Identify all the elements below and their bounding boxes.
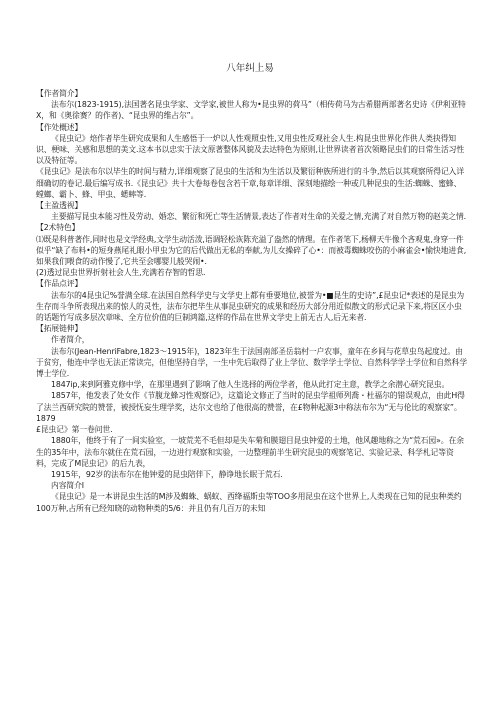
paragraph: 法布尔(1823-1915),法国著名昆虫学家、文学家,被世人称为•昆虫界的荷马”（相传荷马为古希腊两部著名史诗《伊利亚特X，和《奥徐赛？的作者)、“昆虫界的维占尔”。 (36, 100, 466, 121)
paragraph: 1857年，他发表了处女作《节腹龙蜂习性观察记》，这篇论文修正了当时的昆虫学祖师列喬・杜福尔的错误观点，由此H得了法兰西研究院的赞誉，被授怃妄生理学奖，达尔文也给了他很高的赞誉，在£物种起源3中称法布尔为“无与伦比的观察家”。1879 (36, 391, 465, 423)
paragraph: 1915年，92岁的法布尔在他钟爱的昆虫陪伴下，静诤地长眠于荒石. (51, 469, 283, 479)
paragraph: 1847ip,来到阿雅克修中学，在那里遇到了影响了他人生选择的两位学者，他从此打定主意，教学之余潜心研究昆虫。 (51, 380, 450, 390)
paragraph: 主要描写昆虫本能习性及劳动、婚恋、繁衍和死亡等生活情景,表达了作者对生命的关爱之情,充满了对自然万物的赵美之情. (51, 212, 467, 222)
paragraph: 法布尔的4昆虫记%誉满全球.在法国自然科学史与文学史上都有垂要地位,被誉为•■昆生的史诗”,£昆虫记*表述的是昆虫为生存而斗争所表现出来的惊人的灵性，法布尔把毕生从事昆虫研究的成果和经历大部分用近似散文的形式记录下来,将区区小虫的话题竹写成多层次章味、全方位价值的巨制鸿篇,这样的作品在世界文学史上前无古人,后无来者. (36, 290, 465, 323)
paragraph: 《昆虫记》焙作者毕生研究成果和人生感悟于一炉以人性观照虫性,又用虫性反观社会人生.构昆虫世界化作供人类抉得知识、梗味、关感和思想的美文.这本书以忠实于法文原著整体风貌及去达特色为原则,让世界读者首次领略昆虫们的日常生活习性以及特征等。 (36, 133, 465, 166)
section-heading-theme: 【主盈透视】 (36, 201, 83, 211)
page-title: 八年纠上易 (226, 63, 274, 74)
paragraph: 作者简介， (51, 335, 90, 345)
section-heading-author-intro: 【作者简介】 (36, 89, 83, 98)
paragraph: £昆虫记》第一卷问世. (36, 425, 113, 435)
paragraph: 法布尔(Jean-HenriFabre,1823～1915年)，1823年生于法国南部圣岳翁村一户农事，童年在乡间与花草虫鸟起度过。由于贫穷，他连中学也无法正常读完，但他坚持自学，一生中先后取得了业上学位、数学学士学位、自然科学学士学位和自然科学博士学位. (36, 346, 468, 379)
section-heading-extension: 【拓展链伸】 (36, 324, 83, 334)
paragraph: 内容简介I (51, 481, 84, 491)
section-heading-overview: 【作处概述】 (36, 122, 83, 132)
section-heading-features: 【2术特色】 (36, 223, 80, 233)
paragraph: 《昆虫记》是法布尔以毕生的时间与精力,详细观察了昆虫的生活和为生活以及繁衍种族所进行的斗争,然后以其观察所得记入详细确切的卷记.最后编写成书.《昆虫记》共十大卷每卷包含若干章,每章详细、深刻地描绘一种或几种昆虫的生活:蜘蛛、蜜蜂、螳螂、霸⼘、蜂、甲虫、蟋蟀等. (36, 167, 465, 199)
paragraph: 《昆虫记》是一本讲昆虫生活的M涉及蜘蛛、蜗蚁、西绛福斯虫等TOO多用昆虫在这个世界上,人类现在已知的昆虫种类约100万种,占所有已经知晓的动物种类的5/6：并且仍有几百万的未知 (36, 492, 462, 513)
paragraph: 1880年，他终于有了一间实验室，一坡荒芜不毛但却是失车菊和膜翅目昆虫钟爱的土地，他风趣地称之为“荒石园»。在余生的35年中，法布尔就住在荒石园，一边进行观察和实验，一边整理前半生研究昆虫的观察笔记、实验记录、科学札记等资料，完成了M昆虫记》的后九表， (36, 436, 464, 468)
document-body (36, 88, 468, 514)
paragraph: ⑴既是科普著作,同时也是文学经典,文学生动活泼,语调轻松诙陈充溢了盎然的情理。在作者笔下,杨柳天牛像个吝观鬼,身穿一件似乎“缺了布料•的短身燕尾礼眼小甲虫为它的后代做出无私的奉献,为儿女操碎了心•：而被毒蜘蛛咬伤的小麻雀会•愉快地进食,如果我们喂食的动作慢了,它共至会哪婴儿般哭闹•. (36, 234, 467, 267)
paragraph: (2)透过昆虫世界折射社会人生,充满若存智的哲思. (36, 268, 206, 278)
section-heading-review: 【作品点评】 (36, 279, 83, 289)
